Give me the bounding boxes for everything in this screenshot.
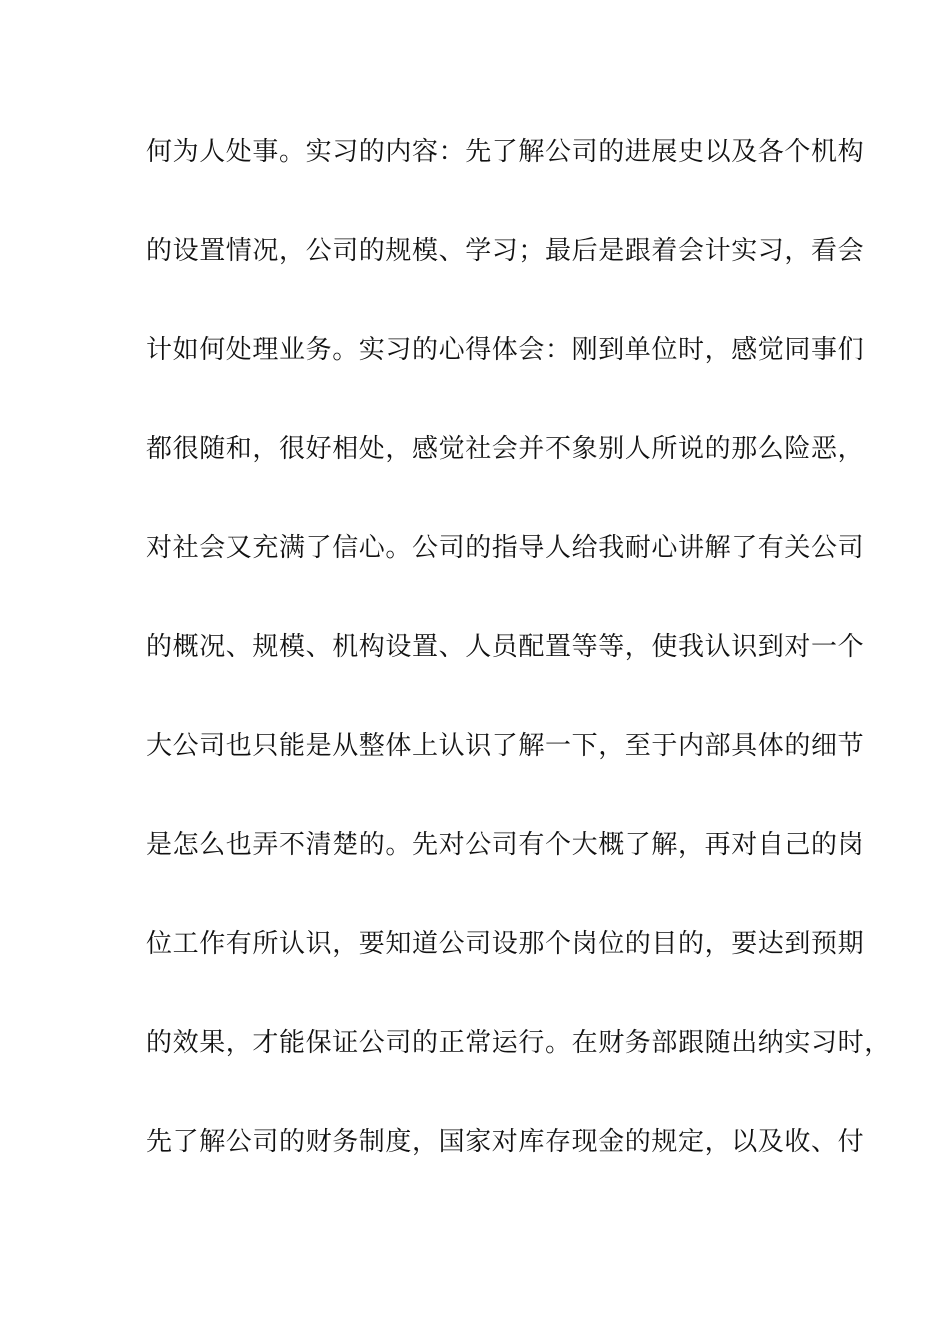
paragraph-line: 大公司也只能是从整体上认识了解一下，至于内部具体的细节 [146,731,865,761]
paragraph-line: 位工作有所认识，要知道公司设那个岗位的目的，要达到预期 [146,929,865,959]
paragraph-line: 计如何处理业务。实习的心得体会：刚到单位时，感觉同事们 [146,335,865,365]
paragraph-line: 的概况、规模、机构设置、人员配置等等，使我认识到对一个 [146,632,865,662]
paragraph-line: 对社会又充满了信心。公司的指导人给我耐心讲解了有关公司 [146,533,865,563]
paragraph-line: 的效果，才能保证公司的正常运行。在财务部跟随出纳实习时， [146,1028,891,1058]
paragraph-line: 都很随和，很好相处，感觉社会并不象别人所说的那么险恶， [146,434,865,464]
paragraph-line: 先了解公司的财务制度，国家对库存现金的规定，以及收、付 [146,1127,865,1157]
paragraph-line: 何为人处事。实习的内容：先了解公司的进展史以及各个机构 [146,137,865,167]
paragraph-line: 的设置情况，公司的规模、学习；最后是跟着会计实习，看会 [146,236,865,266]
paragraph-line: 是怎么也弄不清楚的。先对公司有个大概了解，再对自己的岗 [146,830,865,860]
